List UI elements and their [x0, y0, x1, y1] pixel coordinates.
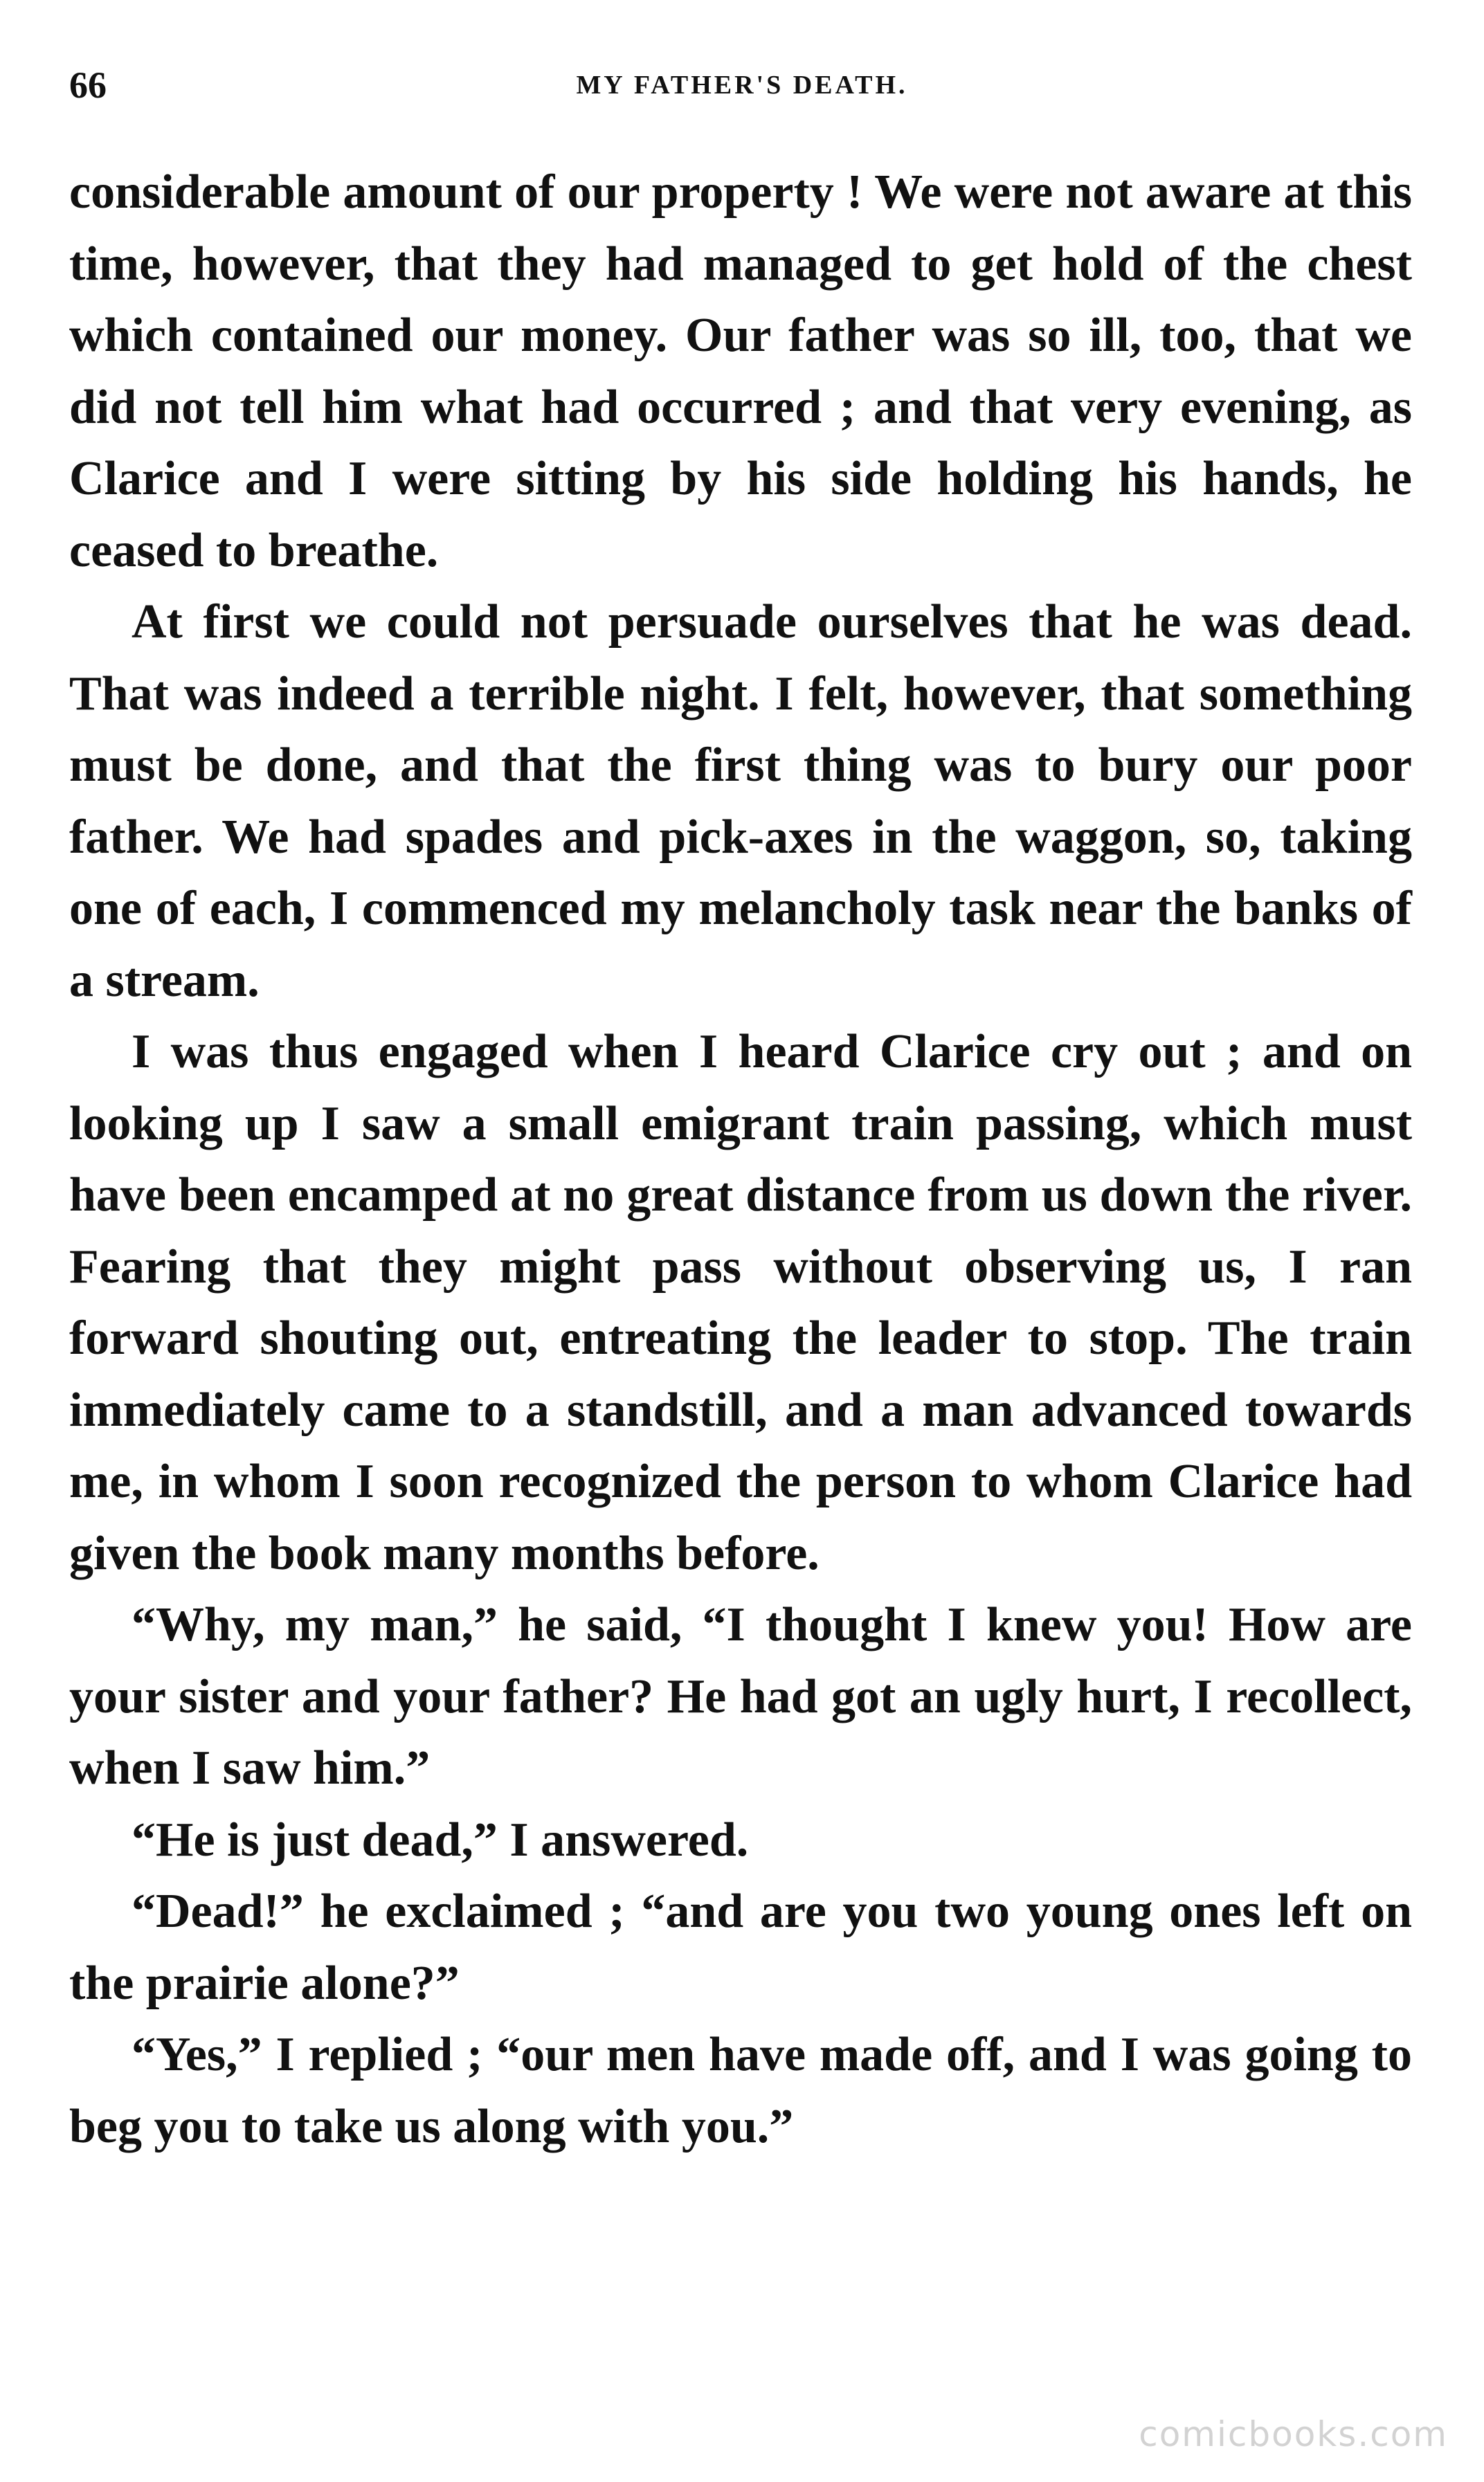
paragraph-1: considerable amount of our property ! We were not aware at this time, however, that they had managed to get hold of the chest which contained our money. Our father was so ill, too, that we did not tell him what had occurred ; and that very evening, as Clarice and I were sitting by his side holding his hands, he ceased to breathe.: [69, 165, 1412, 577]
paragraph-2: At first we could not persuade ourselves that he was dead. That was indeed a terrible night. I felt, however, that something must be done, and that the first thing was to bury our poor father. We had spades and pick-axes in the waggon, so, taking one of each, I commenced my melancholy task near the banks of a stream.: [69, 595, 1412, 1007]
page-number: 66: [69, 64, 107, 106]
body-text: [69, 156, 1412, 2162]
paragraph-4: “Why, my man,” he said, “I thought I knew you! How are your sister and your father? He had got an ugly hurt, I recollect, when I saw him.”: [69, 1598, 1412, 1795]
page-header: [69, 61, 1415, 109]
watermark: comicbooks.com: [1139, 2414, 1448, 2454]
paragraph-3: I was thus engaged when I heard Clarice cry out ; and on looking up I saw a small emigrant train passing, which must have been encamped at no great distance from us down the river. Fearing that they might pass without observing us, I ran forward shouting out, entreating the leader to stop. The train immediately came to a standstill, and a man advanced towards me, in whom I soon recognized the person to whom Clarice had given the book many months before.: [69, 1025, 1412, 1580]
paragraph-6: “Dead!” he exclaimed ; “and are you two young ones left on the prairie alone?”: [69, 1885, 1412, 2010]
paragraph-5: “He is just dead,” I answered.: [132, 1813, 749, 1867]
paragraph-7: “Yes,” I replied ; “our men have made off, and I was going to beg you to take us along with you.”: [69, 2028, 1412, 2153]
running-head: MY FATHER'S DEATH.: [576, 71, 908, 100]
